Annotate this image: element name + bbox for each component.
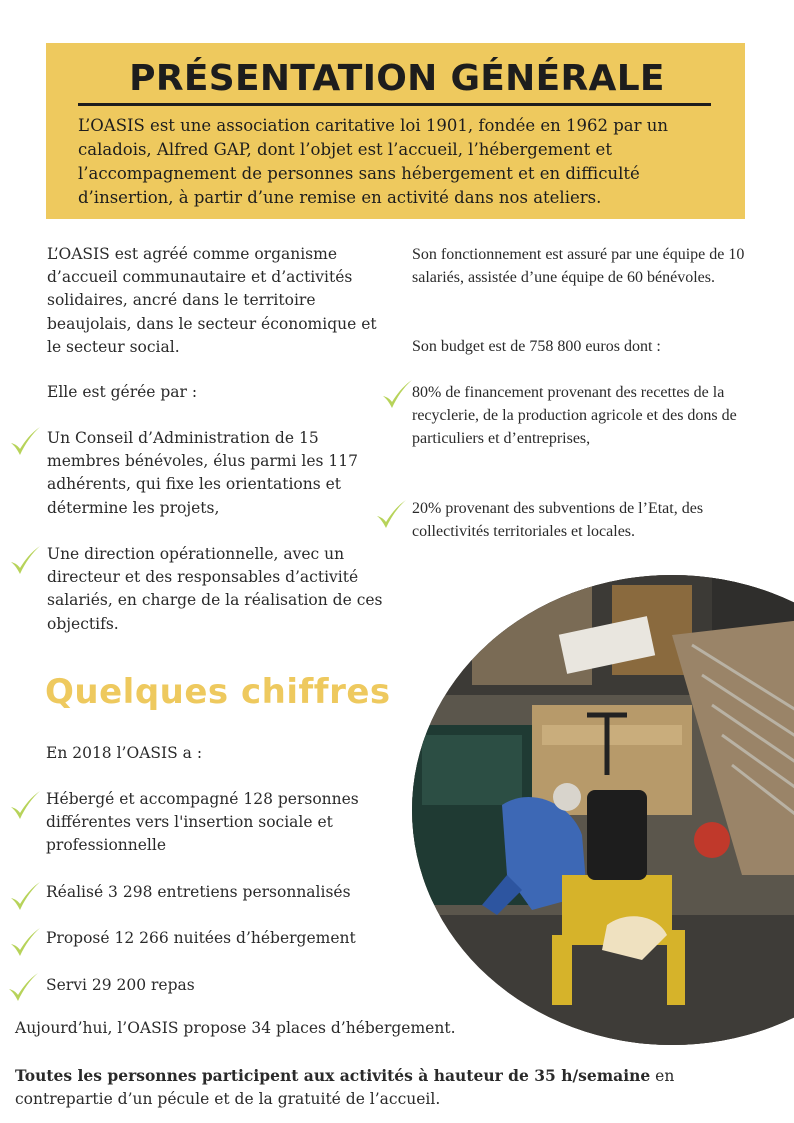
check-icon: [8, 424, 42, 458]
figures-heading: Quelques chiffres: [45, 672, 391, 712]
check-icon: [374, 497, 408, 531]
managed-by-label: Elle est gérée par :: [47, 383, 198, 401]
figures-intro: En 2018 l’OASIS a :: [46, 744, 203, 762]
check-icon: [8, 879, 42, 913]
right-budget: Son budget est de 758 800 euros dont :: [412, 338, 661, 355]
list-item-direction: Une direction opérationnelle, avec un directeur et des responsables d’activité salariés, en charge de la réalisation de ces objectifs.: [47, 545, 383, 633]
check-icon: [8, 925, 42, 959]
check-icon: [6, 970, 40, 1004]
list-item-board: Un Conseil d’Administration de 15 membres bénévoles, élus parmi les 117 adhérents, qui fixe les orientations et détermine les projets,: [47, 429, 358, 517]
list-item-funding-20: 20% provenant des subventions de l’Etat, des collectivités territoriales et locales.: [412, 500, 704, 541]
list-item-meals: Servi 29 200 repas: [46, 976, 195, 994]
title-underline: [78, 103, 711, 106]
participation-text: [15, 1064, 745, 1111]
page-title: PRÉSENTATION GÉNÉRALE: [129, 58, 665, 99]
banner-text: L’OASIS est une association caritative loi 1901, fondée en 1962 par un caladois, Alfred GAP, dont l’objet est l’accueil, l’hébergement et l’accompagnement de personnes sans hébergement et en difficulté d’insertion, à partir d’une remise en activité dans nos ateliers.: [78, 116, 669, 207]
list-item-housed: Hébergé et accompagné 128 personnes différentes vers l'insertion sociale et professionnelle: [46, 790, 359, 855]
participation-bold: Toutes les personnes participent aux activités à hauteur de 35 h/semaine: [15, 1066, 651, 1085]
workshop-photo: [412, 575, 794, 1045]
places-text: Aujourd’hui, l’OASIS propose 34 places d’hébergement.: [15, 1019, 456, 1037]
participation-rest: en contrepartie d’un pécule et de la gratuité de l’accueil.: [15, 1067, 675, 1109]
check-icon: [8, 543, 42, 577]
check-icon: [8, 788, 42, 822]
left-intro: L’OASIS est agréé comme organisme d’accueil communautaire et d’activités solidaires, ancré dans le territoire beaujolais, dans le secteur économique et le secteur social.: [47, 245, 377, 356]
list-item-funding-80: 80% de financement provenant des recettes de la recyclerie, de la production agricole et des dons de particuliers et d’entreprises,: [412, 384, 737, 448]
list-item-interviews: Réalisé 3 298 entretiens personnalisés: [46, 883, 351, 901]
check-icon: [380, 377, 414, 411]
right-staff: Son fonctionnement est assuré par une équipe de 10 salariés, assistée d’une équipe de 60 bénévoles.: [412, 246, 745, 287]
list-item-nights: Proposé 12 266 nuitées d’hébergement: [46, 929, 356, 947]
